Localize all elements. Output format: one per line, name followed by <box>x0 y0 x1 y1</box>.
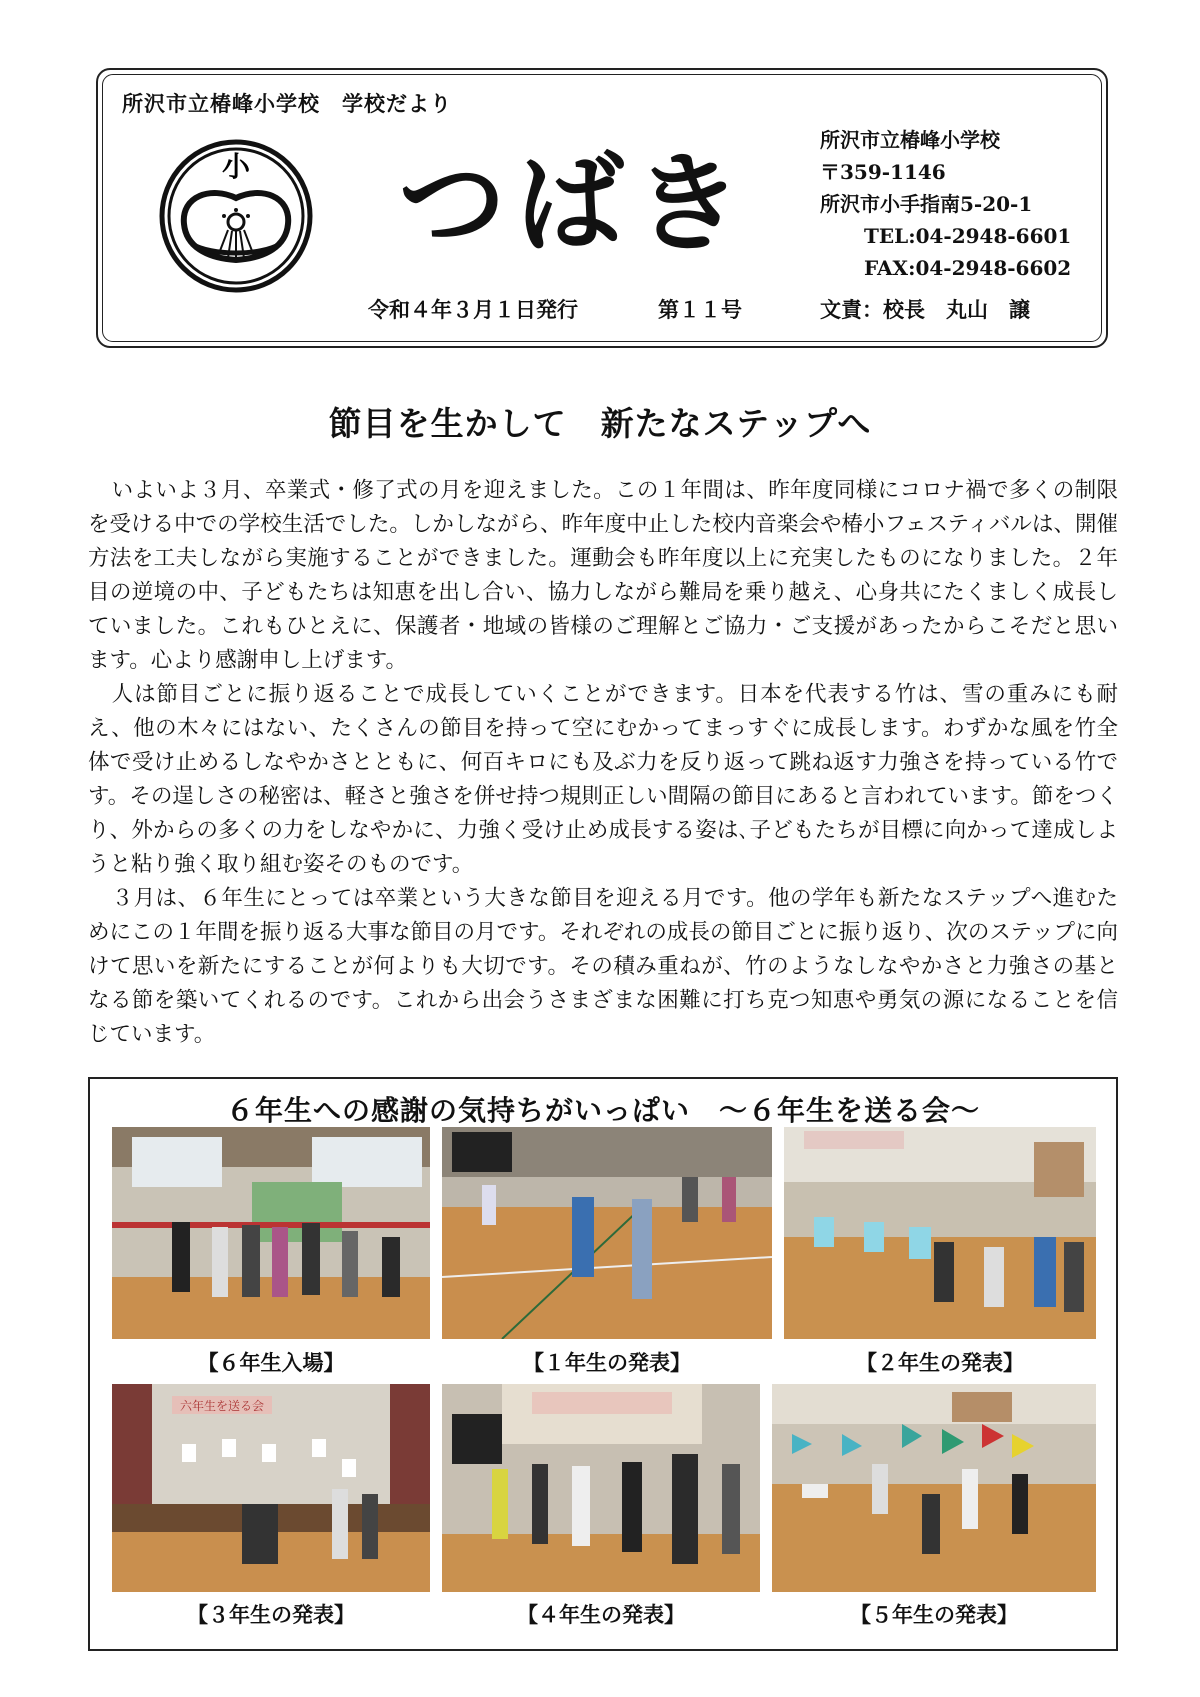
school-emblem-icon <box>156 136 316 296</box>
article-headline: 節目を生かして 新たなステップへ <box>328 404 872 443</box>
photo-6th-grade-entrance <box>112 1127 430 1339</box>
photo-section-title: ６年生への感謝の気持ちがいっぱい ～６年生を送る会～ <box>225 1094 980 1127</box>
photo-caption: 【５年生の発表】 <box>850 1602 1018 1627</box>
phone-number: TEL:04-2948-6601 <box>864 224 1072 248</box>
fax-number: FAX:04-2948-6602 <box>864 256 1072 280</box>
editor-credit: 文責：校長 丸山 譲 <box>820 297 1030 322</box>
article-body <box>88 474 1118 1052</box>
photo-2nd-grade-performance <box>784 1127 1096 1339</box>
stage-banner-text: 六年生を送る会 <box>179 1399 265 1413</box>
photo-caption: 【４年生の発表】 <box>517 1602 685 1627</box>
postal-code: 〒359-1146 <box>820 160 946 184</box>
article-paragraph: 人は節目ごとに振り返ることで成長していくことができます。日本を代表する竹は、雪の重みにも耐え、他の木々にはない、たくさんの節目を持って空にむかってまっすぐに成長します。わずかな風を竹全体で受け止めるしなやかさとともに、何百キロにも及ぶ力を反り返って跳ね返す力強さを持っている竹です。その逞しさの秘密は、軽さと強さを併せ持つ規則正しい間隔の節目にあると言われています。節をつくり、外からの多くの力をしなやかに、力強く受け止め成長する姿は､子どもたちが目標に向かって達成しようと粘り強く取り組む姿そのものです。 <box>88 682 1118 877</box>
photo-3rd-grade-performance <box>112 1384 430 1592</box>
issue-number: 第１１号 <box>658 297 742 322</box>
masthead <box>96 68 1108 348</box>
school-contact <box>820 124 1071 284</box>
photo-4th-grade-performance <box>442 1384 760 1592</box>
photo-section <box>88 1077 1118 1651</box>
emblem-character: 小 <box>221 150 251 183</box>
school-name: 所沢市立椿峰小学校 <box>820 128 1000 152</box>
photo-caption: 【３年生の発表】 <box>187 1602 355 1627</box>
newsletter-title: つばき <box>398 141 753 267</box>
issue-date: 令和４年３月１日発行 <box>368 297 578 322</box>
photo-1st-grade-performance <box>442 1127 772 1339</box>
photo-5th-grade-performance <box>772 1384 1096 1592</box>
article-paragraph: いよいよ３月、卒業式・修了式の月を迎えました。この１年間は、昨年度同様にコロナ禍で多くの制限を受ける中での学校生活でした。しかしながら、昨年度中止した校内音楽会や椿小フェスティバルは、開催方法を工夫しながら実施することができました。運動会も昨年度以上に充実したものになりました。２年目の逆境の中、子どもたちは知恵を出し合い、協力しながら難局を乗り越え、心身共にたくましく成長していました。これもひとえに、保護者・地域の皆様のご理解とご協力・ご支援があったからこそだと思います。心より感謝申し上げます。 <box>88 478 1118 673</box>
photo-caption: 【６年生入場】 <box>197 1350 345 1375</box>
school-address: 所沢市小手指南5-20-1 <box>820 192 1033 216</box>
newsletter-series: 所沢市立椿峰小学校 学校だより <box>122 91 452 116</box>
article-paragraph: ３月は、６年生にとっては卒業という大きな節目を迎える月です。他の学年も新たなステップへ進むためにこの１年間を振り返る大事な節目の月です。それぞれの成長の節目ごとに振り返り、次のステップに向けて思いを新たにすることが何よりも大切です。その積み重ねが、竹のようなしなやかさと力強さの基となる節を築いてくれるのです。これから出会うさまざまな困難に打ち克つ知恵や勇気の源になることを信じています。 <box>88 886 1118 1047</box>
photo-caption: 【２年生の発表】 <box>856 1350 1024 1375</box>
photo-caption: 【１年生の発表】 <box>523 1350 691 1375</box>
